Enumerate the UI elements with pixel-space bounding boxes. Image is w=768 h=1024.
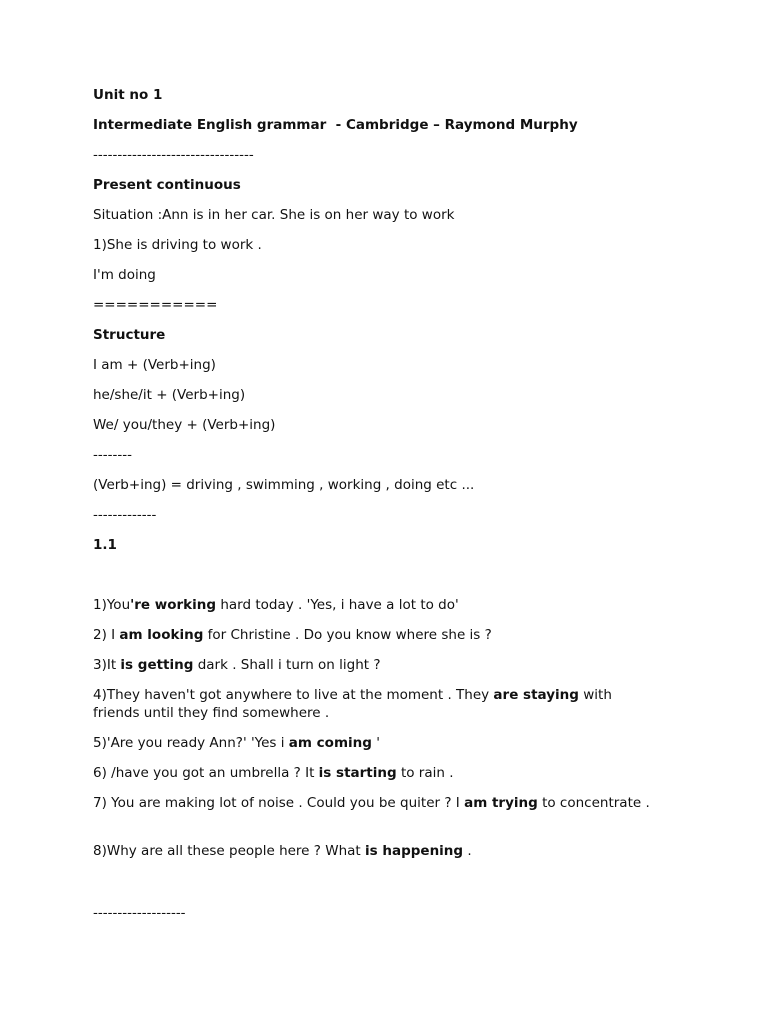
situation-text: Situation :Ann is in her car. She is on her way to work <box>93 207 455 223</box>
sentence-text: 3)It <box>93 657 121 673</box>
sentence-text: to concentrate . <box>537 795 650 811</box>
sentence-text: . <box>463 843 472 859</box>
sentence-text: hard today . 'Yes, i have a lot to do' <box>216 597 459 613</box>
exercise-sentence <box>93 686 653 722</box>
sentence-answer: is getting <box>120 657 194 673</box>
sentence-text: with friends until they find somewhere . <box>93 687 617 721</box>
structure-line: We/ you/they + (Verb+ing) <box>93 417 276 433</box>
sentence-text: 8)Why are all these people here ? What <box>93 843 365 859</box>
sentence-text: 2) I <box>93 627 120 643</box>
example-sentence: 1)She is driving to work . <box>93 237 262 253</box>
separator-dashes: --------------------------------- <box>93 147 254 163</box>
sentence-answer: are staying <box>493 687 579 703</box>
sentence-answer: am looking <box>119 627 204 643</box>
separator-equals: =========== <box>93 297 218 313</box>
verbing-examples: (Verb+ing) = driving , swimming , working , doing etc ... <box>93 477 475 493</box>
sentence-answer: is happening <box>365 843 464 859</box>
sentence-text: 1)You <box>93 597 131 613</box>
sentence-answer: am trying <box>464 795 538 811</box>
sentence-answer: is starting <box>318 765 397 781</box>
sentence-answer: 're working <box>130 597 217 613</box>
sentence-text: 5)'Are you ready Ann?' 'Yes i <box>93 735 289 751</box>
separator-dashes: ------------- <box>93 507 157 523</box>
sentence-text: 4)They haven't got anywhere to live at the moment . They <box>93 687 494 703</box>
example-form: I'm doing <box>93 267 156 283</box>
exercise-sentence <box>93 656 653 674</box>
separator-dashes: -------- <box>93 447 132 463</box>
exercise-sentence <box>93 734 653 752</box>
exercise-sentence <box>93 764 653 782</box>
sentence-text: 7) You are making lot of noise . Could you be quiter ? I <box>93 795 465 811</box>
sentence-text: to rain . <box>396 765 454 781</box>
exercise-sentence <box>93 842 653 860</box>
sentence-text: 6) /have you got an umbrella ? It <box>93 765 319 781</box>
exercise-number: 1.1 <box>93 537 117 553</box>
exercise-sentence <box>93 794 653 812</box>
separator-dashes: ------------------- <box>93 905 186 921</box>
unit-title: Unit no 1 <box>93 87 163 103</box>
sentence-text: ' <box>371 735 380 751</box>
exercise-sentence <box>93 626 653 644</box>
book-title: Intermediate English grammar - Cambridge – Raymond Murphy <box>93 117 578 133</box>
exercise-sentence <box>93 596 653 614</box>
structure-line: I am + (Verb+ing) <box>93 357 216 373</box>
sentence-answer: am coming <box>288 735 372 751</box>
structure-heading: Structure <box>93 327 166 343</box>
sentence-text: for Christine . Do you know where she is ? <box>203 627 492 643</box>
structure-line: he/she/it + (Verb+ing) <box>93 387 246 403</box>
section-heading: Present continuous <box>93 177 241 193</box>
sentence-text: dark . Shall i turn on light ? <box>193 657 381 673</box>
